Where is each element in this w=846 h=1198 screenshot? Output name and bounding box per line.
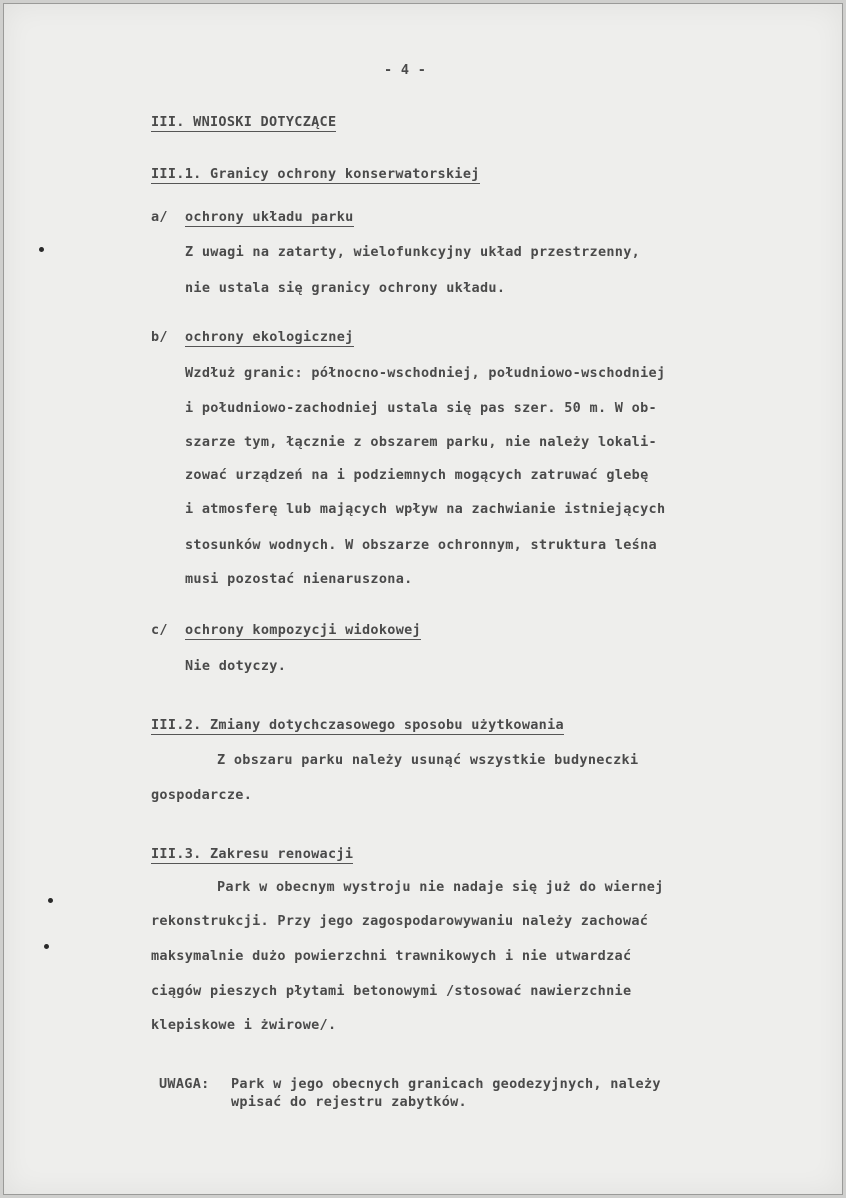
margin-dot <box>44 944 49 949</box>
subsection-a-line: nie ustala się granicy ochrony układu. <box>185 280 506 296</box>
section-3-line: ciągów pieszych płytami betonowymi /stosować nawierzchnie <box>151 983 632 999</box>
section-3-line: klepiskowe i żwirowe/. <box>151 1017 337 1033</box>
subsection-c-line: Nie dotyczy. <box>185 658 287 674</box>
section-2-title: III.2. Zmiany dotychczasowego sposobu użytkowania <box>151 717 564 733</box>
section-1-title: III.1. Granicy ochrony konserwatorskiej <box>151 166 480 182</box>
section-2-line: gospodarcze. <box>151 787 253 803</box>
subsection-b-label: b/ <box>151 329 168 345</box>
subsection-b-line: zować urządzeń na i podziemnych mogących zatruwać glebę <box>185 467 649 483</box>
section-3-line: Park w obecnym wystroju nie nadaje się już do wiernej <box>217 879 664 895</box>
subsection-b-line: szarze tym, łącznie z obszarem parku, nie należy lokali- <box>185 434 657 450</box>
subsection-c-label: c/ <box>151 622 168 638</box>
subsection-a-line: Z uwagi na zatarty, wielofunkcyjny układ przestrzenny, <box>185 244 641 260</box>
subsection-a-label: a/ <box>151 209 168 225</box>
section-heading: III. WNIOSKI DOTYCZĄCE <box>151 114 337 130</box>
note-line: wpisać do rejestru zabytków. <box>231 1094 467 1110</box>
section-3-title: III.3. Zakresu renowacji <box>151 846 354 862</box>
subsection-b-line: i południowo-zachodniej ustala się pas szer. 50 m. W ob- <box>185 400 657 416</box>
note-label: UWAGA: <box>159 1076 210 1092</box>
subsection-c-title: ochrony kompozycji widokowej <box>185 622 421 638</box>
document-page <box>3 3 843 1195</box>
note-line: Park w jego obecnych granicach geodezyjnych, należy <box>231 1076 661 1092</box>
section-2-line: Z obszaru parku należy usunąć wszystkie budyneczki <box>217 752 639 768</box>
subsection-b-line: musi pozostać nienaruszona. <box>185 571 413 587</box>
subsection-b-line: Wzdłuż granic: północno-wschodniej, południowo-wschodniej <box>185 365 666 381</box>
page-number: - 4 - <box>384 62 427 78</box>
subsection-b-title: ochrony ekologicznej <box>185 329 354 345</box>
section-3-line: maksymalnie dużo powierzchni trawnikowych i nie utwardzać <box>151 948 632 964</box>
subsection-b-line: stosunków wodnych. W obszarze ochronnym, struktura leśna <box>185 537 657 553</box>
margin-dot <box>39 247 44 252</box>
subsection-a-title: ochrony układu parku <box>185 209 354 225</box>
subsection-b-line: i atmosferę lub mających wpływ na zachwianie istniejących <box>185 501 666 517</box>
section-3-line: rekonstrukcji. Przy jego zagospodarowywaniu należy zachować <box>151 913 649 929</box>
margin-dot <box>48 898 53 903</box>
